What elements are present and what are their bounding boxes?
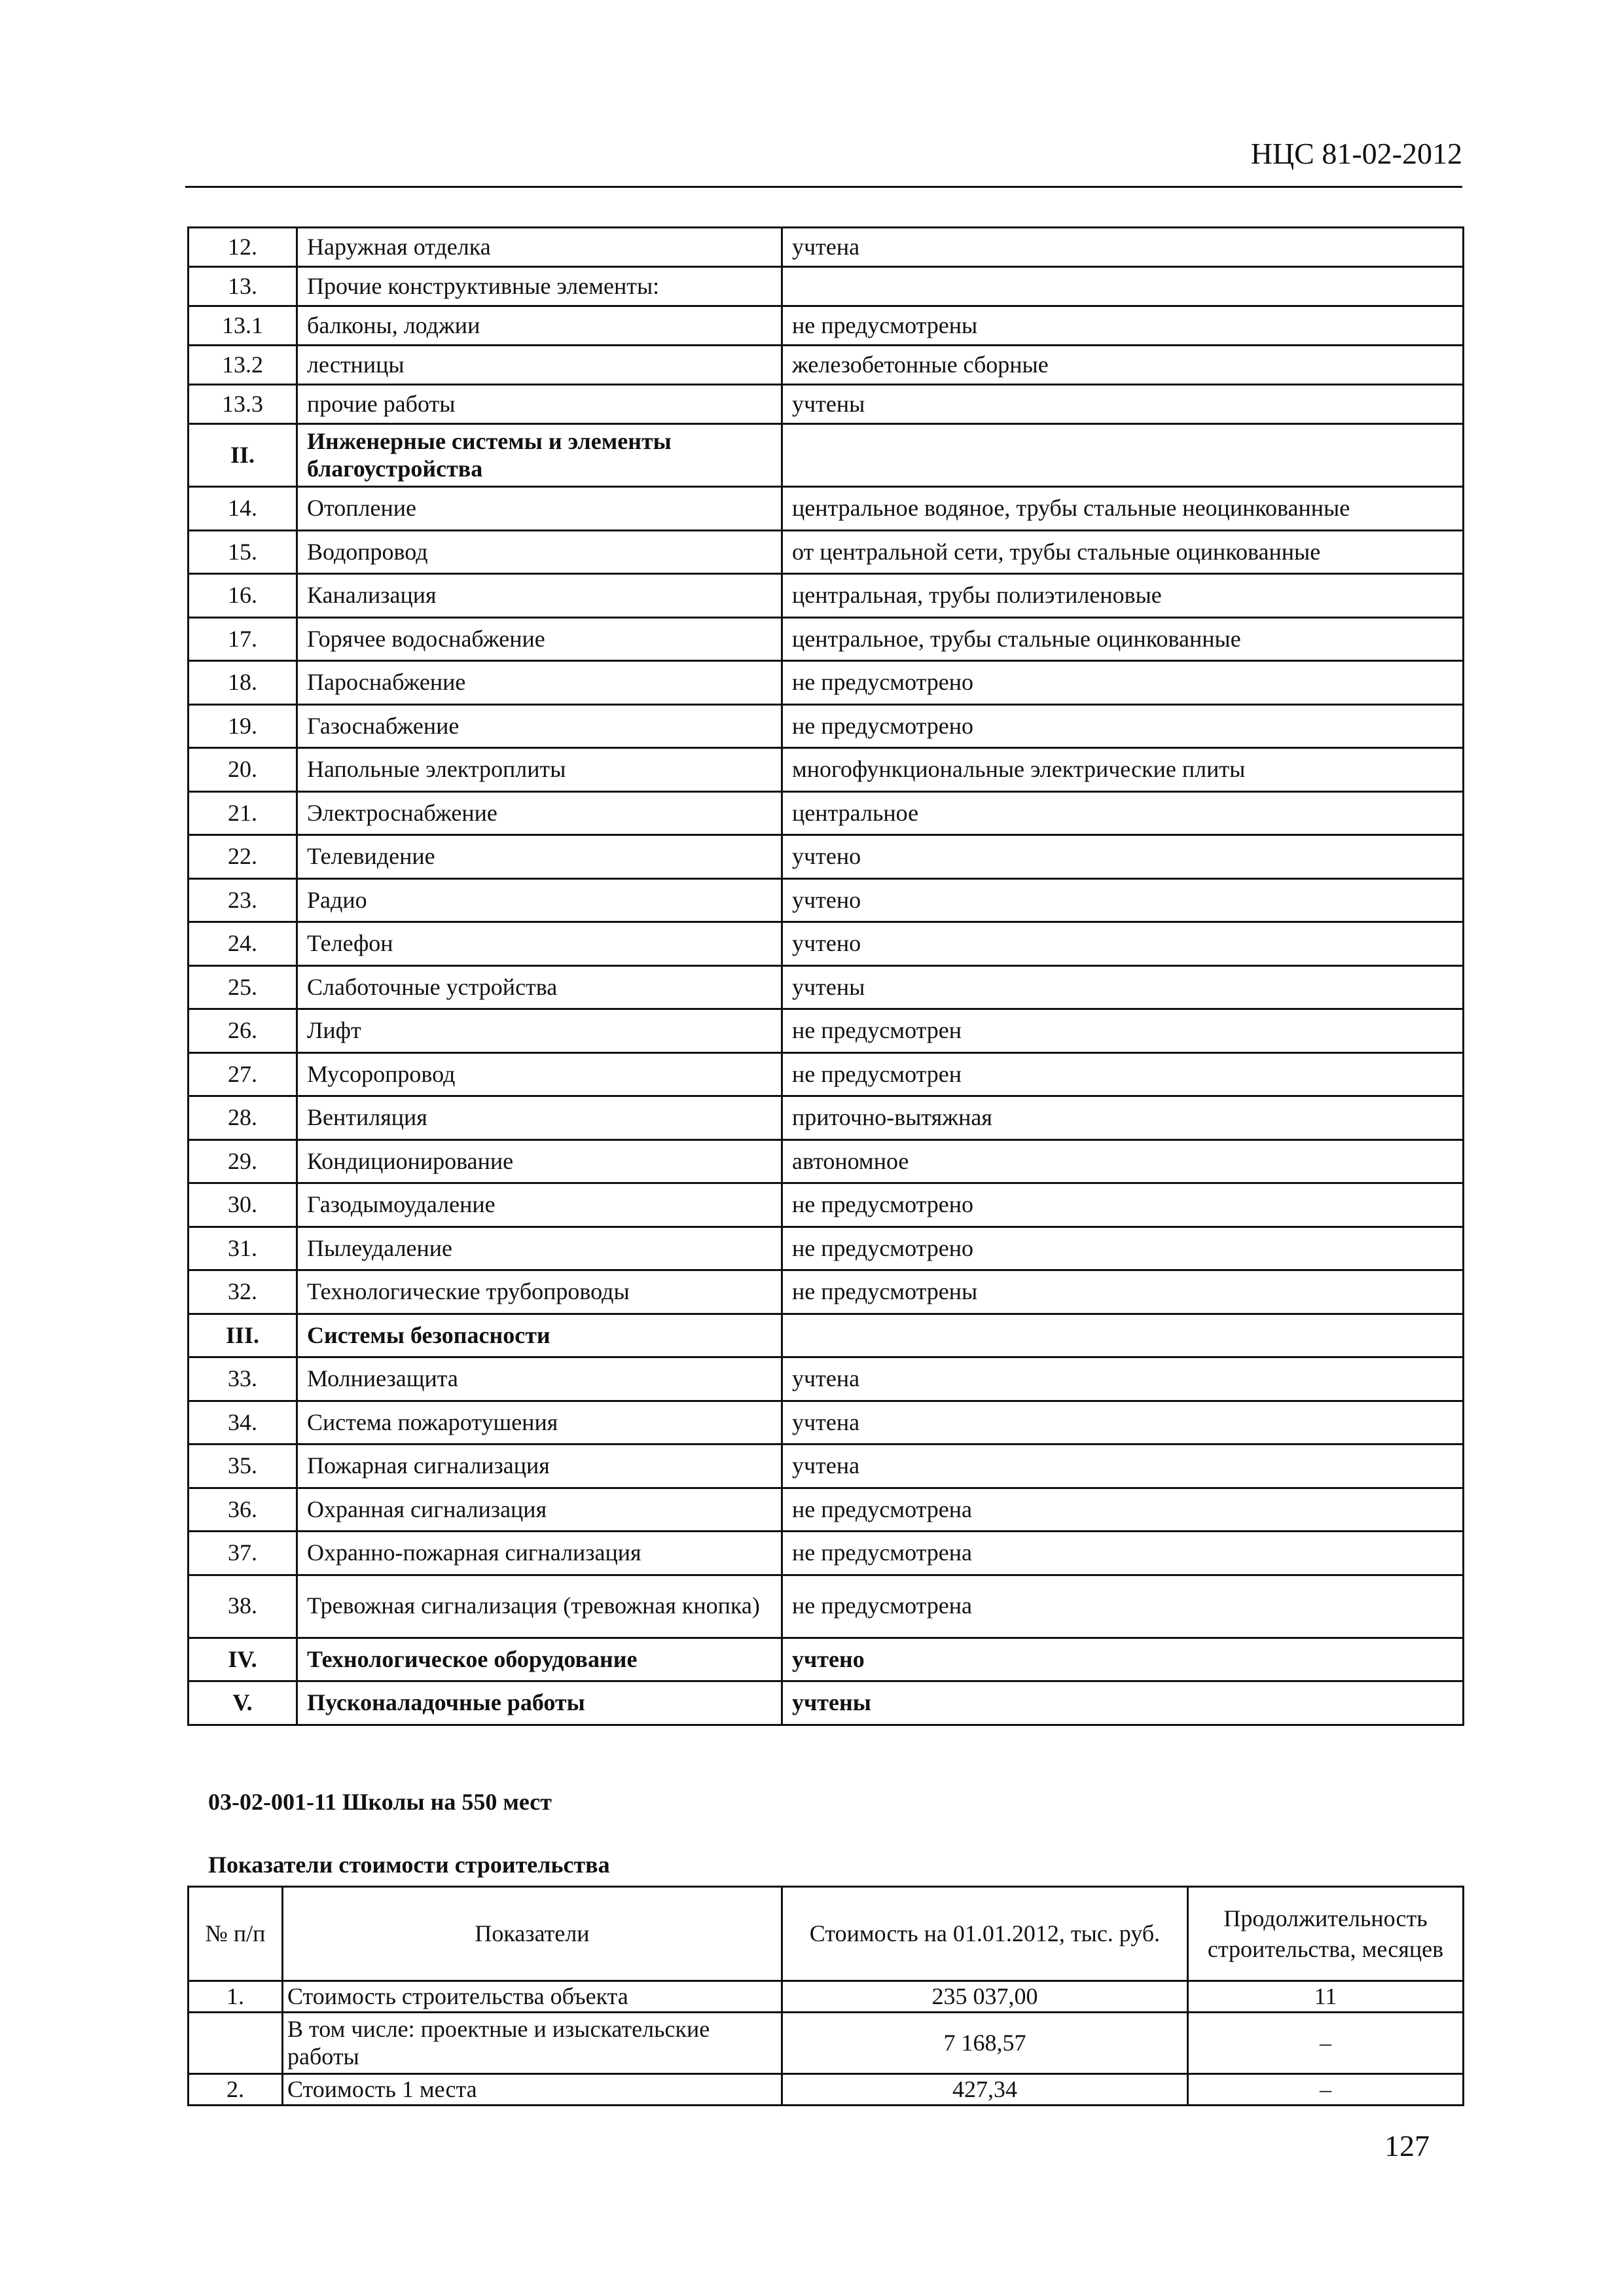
spec-row-name: Электроснабжение [297,791,782,835]
header-duration: Продолжительность строительства, месяцев [1188,1887,1464,1981]
spec-row [189,306,1464,346]
spec-row-name: Пожарная сигнализация [297,1444,782,1488]
specification-table-body [189,228,1464,1725]
cost-table-header [189,1887,1464,1981]
spec-row-name: Охранная сигнализация [297,1488,782,1532]
spec-row-value [782,424,1464,487]
spec-row [189,1401,1464,1444]
spec-row-name: прочие работы [297,385,782,424]
spec-row-num: 31. [189,1227,297,1270]
spec-row [189,1183,1464,1227]
spec-row-num: 21. [189,791,297,835]
spec-row-name: Пылеудаление [297,1227,782,1270]
spec-row-value: не предусмотрена [782,1575,1464,1638]
spec-row-name: Отопление [297,487,782,531]
spec-row-name: Технологические трубопроводы [297,1270,782,1314]
spec-row-value: учтено [782,1638,1464,1681]
spec-row-name: Охранно-пожарная сигнализация [297,1532,782,1575]
spec-row [189,965,1464,1009]
spec-row-value: не предусмотрено [782,1183,1464,1227]
spec-row-name: Канализация [297,574,782,618]
spec-row-name: Система пожаротушения [297,1401,782,1444]
spec-row-num: 35. [189,1444,297,1488]
spec-row [189,1096,1464,1140]
spec-row-name: Вентиляция [297,1096,782,1140]
spec-row [189,661,1464,705]
spec-row-value: учтена [782,1444,1464,1488]
spec-row-name: Пароснабжение [297,661,782,705]
spec-row-value: от центральной сети, трубы стальные оцинкованные [782,530,1464,574]
spec-row [189,424,1464,487]
spec-row-num: 30. [189,1183,297,1227]
header-num: № п/п [189,1887,283,1981]
cost-row-indicator: В том числе: проектные и изыскательские работы [283,2013,782,2074]
cost-row-cost: 235 037,00 [782,1981,1188,2013]
spec-row-num: 20. [189,748,297,792]
spec-row [189,748,1464,792]
cost-row-cost: 7 168,57 [782,2013,1188,2074]
header-divider [185,186,1462,188]
spec-row-num: II. [189,424,297,487]
cost-row-num [189,2013,283,2074]
spec-row [189,1681,1464,1725]
spec-row-num: 16. [189,574,297,618]
spec-row [189,791,1464,835]
spec-row-num: 23. [189,878,297,922]
spec-row [189,922,1464,966]
spec-row-num: 13.1 [189,306,297,346]
spec-row-value: центральное, трубы стальные оцинкованные [782,617,1464,661]
spec-row-value [782,267,1464,306]
spec-row [189,1638,1464,1681]
spec-row-num: 27. [189,1052,297,1096]
cost-section-title: Показатели стоимости строительства [208,1852,610,1878]
spec-row [189,617,1464,661]
spec-row-value: учтены [782,385,1464,424]
spec-row-name: Газоснабжение [297,704,782,748]
spec-row-value: учтена [782,228,1464,267]
cost-row-duration: 11 [1188,1981,1464,2013]
spec-row [189,878,1464,922]
cost-row-duration: – [1188,2013,1464,2074]
spec-row [189,1532,1464,1575]
cost-row-cost: 427,34 [782,2074,1188,2106]
spec-row-name: Технологическое оборудование [297,1638,782,1681]
spec-row-name: Лифт [297,1009,782,1053]
spec-row [189,1575,1464,1638]
spec-row [189,1270,1464,1314]
spec-row [189,574,1464,618]
spec-row-name: лестницы [297,346,782,385]
spec-row-num: 37. [189,1532,297,1575]
spec-row [189,1488,1464,1532]
spec-row-value: не предусмотрено [782,1227,1464,1270]
spec-row-value: не предусмотрен [782,1052,1464,1096]
header-cost: Стоимость на 01.01.2012, тыс. руб. [782,1887,1188,1981]
spec-row-name: Системы безопасности [297,1314,782,1357]
specification-table [187,226,1464,1726]
spec-row-value: железобетонные сборные [782,346,1464,385]
spec-row [189,1139,1464,1183]
spec-row-num: 13. [189,267,297,306]
spec-row-num: III. [189,1314,297,1357]
spec-row-value: не предусмотрен [782,1009,1464,1053]
spec-row-name: Инженерные системы и элементы благоустройства [297,424,782,487]
spec-row-value: учтены [782,965,1464,1009]
spec-row-name: Кондиционирование [297,1139,782,1183]
spec-row-value: многофункциональные электрические плиты [782,748,1464,792]
spec-row-value: центральная, трубы полиэтиленовые [782,574,1464,618]
spec-row-value: учтена [782,1401,1464,1444]
spec-row-num: 19. [189,704,297,748]
spec-row-value: не предусмотрена [782,1532,1464,1575]
spec-row-num: 13.2 [189,346,297,385]
spec-row-num: 22. [189,835,297,879]
spec-row-name: Водопровод [297,530,782,574]
cost-row [189,1981,1464,2013]
spec-row-value: приточно-вытяжная [782,1096,1464,1140]
spec-row-value: центральное [782,791,1464,835]
spec-row-value: учтена [782,1357,1464,1401]
spec-row-value: не предусмотрены [782,1270,1464,1314]
spec-row-name: Молниезащита [297,1357,782,1401]
spec-row-num: 36. [189,1488,297,1532]
spec-row-value: не предусмотрены [782,306,1464,346]
spec-row-name: Телефон [297,922,782,966]
spec-row [189,228,1464,267]
spec-row-name: балконы, лоджии [297,306,782,346]
spec-row-num: 24. [189,922,297,966]
spec-row-value [782,1314,1464,1357]
spec-row-value: не предусмотрено [782,704,1464,748]
spec-row-value: учтено [782,878,1464,922]
spec-row [189,704,1464,748]
spec-row-num: 29. [189,1139,297,1183]
spec-row [189,530,1464,574]
cost-row [189,2013,1464,2074]
spec-row-value: учтены [782,1681,1464,1725]
spec-row-value: не предусмотрена [782,1488,1464,1532]
spec-row-num: 28. [189,1096,297,1140]
spec-row-value: не предусмотрено [782,661,1464,705]
document-code: НЦС 81-02-2012 [1250,137,1462,170]
spec-row-num: 34. [189,1401,297,1444]
spec-row-name: Прочие конструктивные элементы: [297,267,782,306]
cost-row-num: 2. [189,2074,283,2106]
spec-row-num: IV. [189,1638,297,1681]
cost-row-duration: – [1188,2074,1464,2106]
spec-row-value: центральное водяное, трубы стальные неоцинкованные [782,487,1464,531]
header-indicator: Показатели [283,1887,782,1981]
spec-row-num: 25. [189,965,297,1009]
spec-row [189,487,1464,531]
object-title: 03-02-001-11 Школы на 550 мест [208,1789,552,1815]
spec-row-num: 13.3 [189,385,297,424]
spec-row [189,346,1464,385]
spec-row-name: Телевидение [297,835,782,879]
spec-row-num: 15. [189,530,297,574]
spec-row [189,835,1464,879]
cost-row [189,2074,1464,2106]
spec-row-value: учтено [782,922,1464,966]
page-number: 127 [1384,2129,1430,2162]
spec-row-num: 33. [189,1357,297,1401]
spec-row [189,385,1464,424]
spec-row-num: 18. [189,661,297,705]
spec-row-num: 26. [189,1009,297,1053]
spec-row-name: Мусоропровод [297,1052,782,1096]
spec-row-num: 12. [189,228,297,267]
spec-row-name: Слаботочные устройства [297,965,782,1009]
spec-row-num: V. [189,1681,297,1725]
spec-row-name: Пусконаладочные работы [297,1681,782,1725]
spec-row-num: 38. [189,1575,297,1638]
spec-row-num: 17. [189,617,297,661]
spec-row [189,1227,1464,1270]
spec-row-name: Газодымоудаление [297,1183,782,1227]
spec-row [189,1357,1464,1401]
spec-row-num: 32. [189,1270,297,1314]
spec-row [189,267,1464,306]
spec-row-name: Наружная отделка [297,228,782,267]
spec-row-name: Напольные электроплиты [297,748,782,792]
cost-row-indicator: Стоимость строительства объекта [283,1981,782,2013]
spec-row-name: Горячее водоснабжение [297,617,782,661]
spec-row-value: автономное [782,1139,1464,1183]
cost-table [187,1886,1464,2106]
spec-row [189,1314,1464,1357]
spec-row [189,1052,1464,1096]
spec-row [189,1009,1464,1053]
cost-row-indicator: Стоимость 1 места [283,2074,782,2106]
spec-row-value: учтено [782,835,1464,879]
spec-row-name: Радио [297,878,782,922]
spec-row-num: 14. [189,487,297,531]
spec-row-name: Тревожная сигнализация (тревожная кнопка) [297,1575,782,1638]
spec-row [189,1444,1464,1488]
cost-row-num: 1. [189,1981,283,2013]
